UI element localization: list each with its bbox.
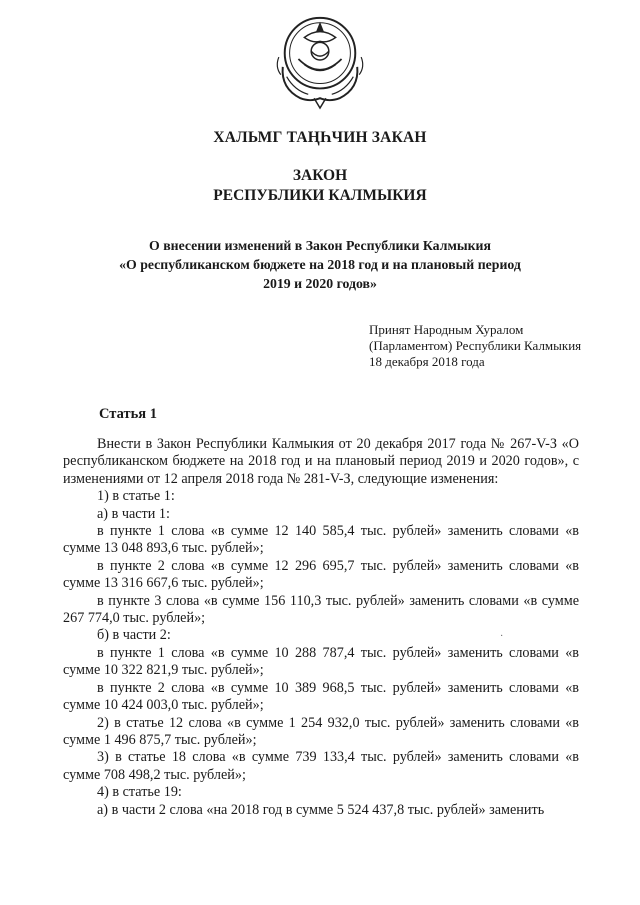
- coat-of-arms-emblem: [271, 8, 369, 112]
- law-title-line-2: РЕСПУБЛИКИ КАЛМЫКИЯ: [213, 187, 427, 204]
- adoption-line-3: 18 декабря 2018 года: [369, 354, 485, 369]
- article-paragraph: а) в части 1:: [97, 505, 170, 522]
- kalmyk-law-title: ХАЛЬМГ ТАҢҺЧИН ЗАКАН: [213, 129, 427, 146]
- adoption-note: [369, 322, 581, 370]
- article-paragraph: Внести в Закон Республики Калмыкия от 20 декабря 2017 года № 267-V-З «О республиканском бюджете на 2018 год и на плановый период 2019 и 2020 годов», с изменениями от 12 апреля 2018 года № 281-V-З, следующие изменения:: [63, 436, 579, 487]
- article-paragraph: б) в части 2:: [97, 627, 171, 644]
- article-paragraph: в пункте 3 слова «в сумме 156 110,3 тыс. рублей» заменить словами «в сумме 267 774,0 тыс. рублей»;: [63, 592, 579, 627]
- law-title: [0, 166, 640, 206]
- subject-line-3: 2019 и 2020 годов»: [263, 276, 377, 291]
- article-paragraph: 2) в статье 12 слова «в сумме 1 254 932,0 тыс. рублей» заменить словами «в сумме 1 496 875,7 тыс. рублей»;: [63, 714, 579, 748]
- article-paragraph: а) в части 2 слова «на 2018 год в сумме 5 524 437,8 тыс. рублей» заменить: [97, 801, 545, 818]
- adoption-line-1: Принят Народным Хуралом: [369, 322, 524, 337]
- law-title-line-1: ЗАКОН: [292, 167, 348, 184]
- law-subject: [0, 236, 640, 293]
- article-paragraph: в пункте 2 слова «в сумме 10 389 968,5 тыс. рублей» заменить словами «в сумме 10 424 003,0 тыс. рублей»;: [63, 679, 579, 714]
- adoption-line-2: (Парламентом) Республики Калмыкия: [369, 338, 582, 353]
- article-paragraph: в пункте 2 слова «в сумме 12 296 695,7 тыс. рублей» заменить словами «в сумме 13 316 667,6 тыс. рублей»;: [63, 557, 579, 592]
- subject-line-2: «О республиканском бюджете на 2018 год и на плановый период: [119, 257, 521, 272]
- article-paragraph: 1) в статье 1:: [97, 488, 175, 505]
- article-paragraph: в пункте 1 слова «в сумме 12 140 585,4 тыс. рублей» заменить словами «в сумме 13 048 893,6 тыс. рублей»;: [63, 523, 579, 557]
- article-heading: Статья 1: [99, 406, 157, 422]
- article-body: [63, 436, 579, 819]
- scan-mark: ·: [500, 631, 504, 642]
- article-paragraph: 4) в статье 19:: [97, 784, 182, 801]
- subject-line-1: О внесении изменений в Закон Республики Калмыкия: [149, 238, 491, 253]
- article-paragraph: в пункте 1 слова «в сумме 10 288 787,4 тыс. рублей» заменить словами «в сумме 10 322 821,9 тыс. рублей»;: [63, 644, 579, 679]
- article-paragraph: 3) в статье 18 слова «в сумме 739 133,4 тыс. рублей» заменить словами «в сумме 708 498,2 тыс. рублей»;: [63, 749, 579, 783]
